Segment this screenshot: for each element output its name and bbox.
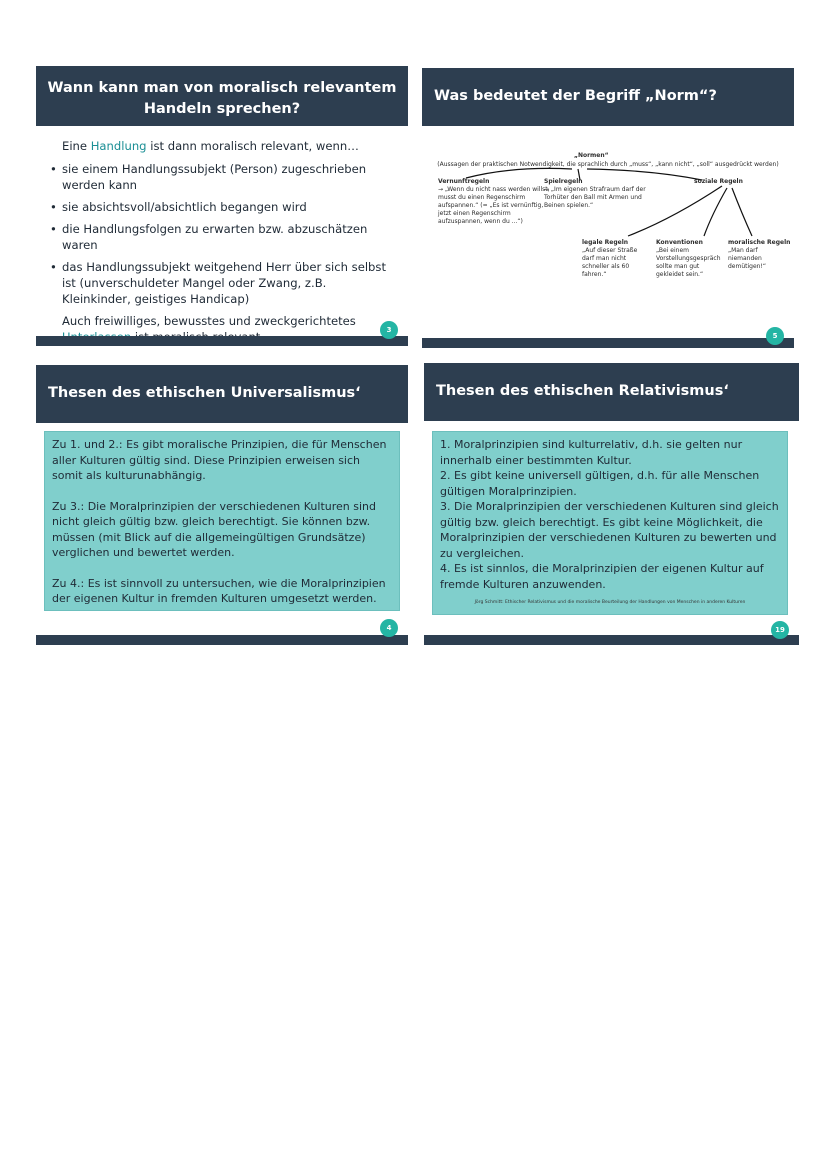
theses-box [432,431,788,615]
list-item: • sie einem Handlungssubjekt (Person) zugeschrieben werden kann [50,161,394,193]
node-legale-regeln-example: „Auf dieser Straße darf man nicht schneller als 60 fahren.“ [582,247,638,278]
intro-post: ist dann moralisch relevant, wenn… [146,139,359,153]
slide-footer-bar [36,635,408,645]
diagram-root-desc: (Aussagen der praktischen Notwendigkeit, die sprachlich durch „muss“, „kann nicht“, „soll“ ausgedrückt werden) [437,161,779,168]
criteria-list [50,161,394,307]
slide-universalismus [36,365,408,645]
intro-text [62,138,394,154]
slide-norm-begriff [422,68,794,348]
slide-title: Was bedeutet der Begriff „Norm“? [422,68,794,126]
outro-pre: Auch freiwilliges, bewusstes und zweckgerichtetes [62,314,356,328]
slide-title: Thesen des ethischen Universalismus‘ [36,365,408,423]
page-number-badge: 19 [771,621,789,639]
slide-moralisch-relevant [36,66,408,346]
list-item: • das Handlungssubjekt weitgehend Herr über sich selbst ist (unverschuldeter Mangel oder Zwang, z.B. Kleinkinder, geistiges Handicap) [50,259,394,307]
source-citation: Jörg Schmitt: Ethischer Relativismus und die moralische Beurteilung der Handlungen von Menschen in anderen Kulturen [474,600,746,605]
page-number-badge: 3 [380,321,398,339]
node-vernunftregeln-example: → „Wenn du nicht nass werden willst, musst du einen Regenschirm aufspannen.“ (= „Es ist vernünftig, jetzt einen Regenschirm aufzuspannen, wenn du ...“) [438,186,550,225]
node-soziale-regeln: soziale Regeln [694,178,743,185]
theses-box [44,431,400,611]
node-moralische-regeln: moralische Regeln [728,239,791,246]
node-konventionen-example: „Bei einem Vorstellungsgespräch sollte man gut gekleidet sein.“ [656,247,721,278]
list-item: • sie absichtsvoll/absichtlich begangen wird [50,199,394,215]
node-legale-regeln: legale Regeln [582,239,629,246]
node-spielregeln-example: → „Im eigenen Strafraum darf der Torhüter den Ball mit Armen und Beinen spielen.“ [544,186,646,209]
thesis-paragraph: Zu 1. und 2.: Es gibt moralische Prinzipien, die für Menschen aller Kulturen gültig sind. Diese Prinzipien erweisen sich somit als kulturunabhängig. [52,438,387,482]
node-vernunftregeln: Vernunftregeln [438,178,490,185]
thesis-paragraph: Zu 4.: Es ist sinnvoll zu untersuchen, wie die Moralprinzipien der eigenen Kultur in fremden Kulturen umgesetzt werden. [52,576,386,605]
node-moralische-regeln-example: „Man darf niemanden demütigen!“ [728,247,766,270]
page-number-badge: 4 [380,619,398,637]
list-item: • die Handlungsfolgen zu erwarten bzw. abzuschätzen waren [50,221,394,253]
thesis-item: 4. Es ist sinnlos, die Moralprinzipien der eigenen Kultur auf fremde Kulturen anzuwenden. [440,562,764,591]
slide-title: Thesen des ethischen Relativismus‘ [424,363,799,421]
slide-footer-bar [422,338,794,348]
node-konventionen: Konventionen [656,239,703,246]
slide-body [50,138,394,345]
page-number-badge: 5 [766,327,784,345]
thesis-paragraph: Zu 3.: Die Moralprinzipien der verschiedenen Kulturen sind nicht gleich gültig bzw. gleich berechtigt. Sie können bzw. müssen (mit Blick auf die allgemeingültigen Grundsätze) verglichen und bewertet werden. [52,499,377,559]
intro-pre: Eine [62,139,91,153]
norm-diagram [422,144,794,294]
thesis-item: 3. Die Moralprinzipien der verschiedenen Kulturen sind gleich gültig bzw. gleich berechtigt. Es gibt keine Möglichkeit, die Moralprinzipien der verschiedenen Kulturen zu bewerten und zu vergleichen. [440,500,779,560]
term-handlung: Handlung [90,139,147,153]
slide-relativismus [424,363,799,645]
thesis-item: 1. Moralprinzipien sind kulturrelativ, d.h. sie gelten nur innerhalb einer bestimmten Kultur. [440,438,743,467]
slide-footer-bar [36,336,408,346]
diagram-root: „Normen“ [574,152,609,159]
thesis-item: 2. Es gibt keine universell gültigen, d.h. für alle Menschen gültigen Moralprinzipien. [440,469,760,498]
node-spielregeln: Spielregeln [544,178,583,185]
slide-footer-bar [424,635,799,645]
slide-title: Wann kann man von moralisch relevantem Handeln sprechen? [36,66,408,126]
